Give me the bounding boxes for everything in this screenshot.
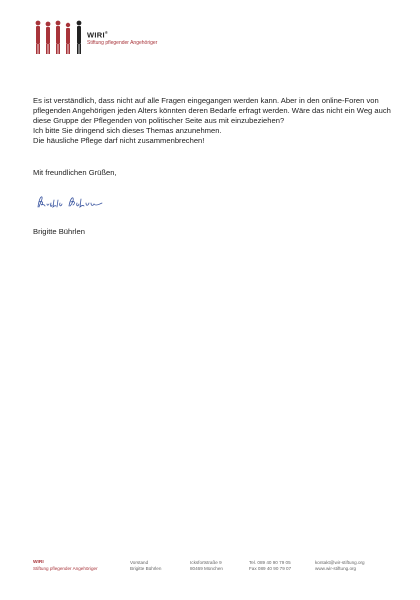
footer-street: Icksfortstraße 9 — [190, 560, 222, 565]
letter-paragraph: Ich bitte Sie dringend sich dieses Themas anzunehmen. — [33, 126, 222, 135]
people-figures-icon — [33, 18, 85, 56]
footer-tel: Tel. 089 40 90 79 05 — [249, 560, 291, 565]
signer-name: Brigitte Bührlen — [33, 227, 85, 236]
footer-brand-subtitle: Stiftung pflegender Angehöriger — [33, 566, 98, 571]
footer-web[interactable]: www.wir-stiftung.org — [315, 566, 357, 571]
wiri-logo — [33, 18, 183, 56]
logo-subtitle: Stiftung pflegender Angehöriger — [87, 40, 158, 46]
footer-email[interactable]: kontakt@wir-stiftung.org — [315, 560, 365, 565]
footer-board-name: Brigitte Bührlen — [130, 566, 162, 571]
letter-paragraph: Die häusliche Pflege darf nicht zusammenbrechen! — [33, 136, 205, 145]
logo-brand: WIRI® — [87, 30, 109, 40]
letter-closing: Mit freundlichen Grüßen, — [33, 168, 117, 177]
letter-footer — [33, 560, 393, 580]
footer-fax: Fax 089 40 90 79 07 — [249, 566, 292, 571]
footer-board-label: Vorstand — [130, 560, 149, 565]
footer-brand: WIRI — [33, 560, 44, 565]
letter-paragraph: Es ist verständlich, dass nicht auf alle Fragen eingegangen werden kann. Aber in den online-Foren von pflegenden Angehörigen jeden Alters könnten deren Bedarfe erfragt werden. Wäre das nicht ein Weg auch diese Gruppe der Pflegenden von politischer Seite aus mit einzubeziehen? — [33, 96, 391, 125]
handwritten-signature — [36, 194, 106, 215]
footer-city: 80469 München — [190, 566, 223, 571]
letter-body — [33, 96, 393, 146]
